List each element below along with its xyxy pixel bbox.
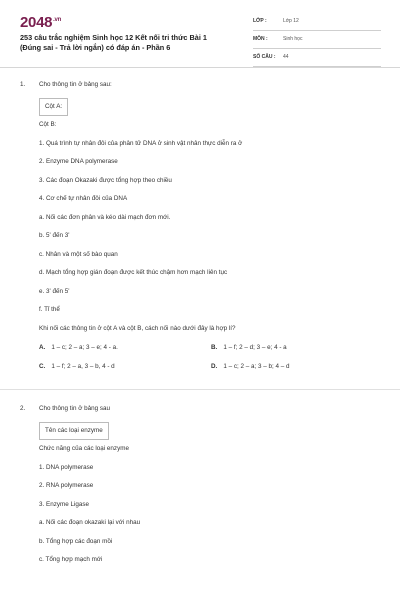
- document-header: [0, 0, 400, 68]
- question-line: b. 5' đến 3': [39, 232, 70, 239]
- meta-question-count: SỐ CÂU : 44: [253, 49, 381, 67]
- document-title: 253 câu trắc nghiệm Sinh học 12 Kết nối tri thức Bài 1 (Đúng sai - Trả lời ngắn) có đáp án - Phần 6: [20, 33, 207, 52]
- site-logo[interactable]: $2048^{.vn}$: [20, 14, 61, 31]
- question-line: c. Tổng hợp mạch mới: [39, 556, 103, 563]
- question-1: [0, 78, 400, 376]
- meta-subject: MÔN : Sinh học: [253, 31, 381, 49]
- question-line: 4. Cơ chế tự nhân đôi của DNA: [39, 195, 128, 202]
- answer-options-row-1: [0, 338, 400, 357]
- question-prompt: Khi nối các thông tin ở cột A và cột B, cách nối nào dưới đây là hợp lí?: [39, 324, 236, 332]
- question-stem: Cho thông tin ở bảng sau: [39, 405, 110, 412]
- table-header-box: Tên các loại enzyme: [39, 422, 109, 440]
- question-line: Chức năng của các loại enzyme: [39, 445, 129, 452]
- document-meta: [253, 13, 381, 67]
- question-list: [0, 78, 400, 570]
- question-line: 1. DNA polymerase: [39, 463, 94, 471]
- question-2: [0, 402, 400, 570]
- meta-class: LỚP : Lớp 12: [253, 13, 381, 31]
- question-line: c. Nhân và một số bào quan: [39, 250, 118, 258]
- question-line: Cột B:: [39, 121, 57, 128]
- question-divider: [0, 389, 400, 390]
- question-line: 3. Các đoạn Okazaki được tổng hợp theo chiều: [39, 176, 172, 184]
- answer-option-c[interactable]: C. 1 – f; 2 – a, 3 – b, 4 - d: [39, 363, 115, 370]
- question-line: a. Nối các đơn phân và kéo dài mạch đơn mới.: [39, 213, 171, 221]
- question-line: d. Mạch tổng hợp gián đoạn được kết thúc chậm hơn mạch liên tục: [39, 269, 228, 276]
- question-line: 2. RNA polymerase: [39, 482, 94, 489]
- answer-option-d[interactable]: D. 1 – c; 2 – a; 3 – b; 4 – d: [211, 363, 290, 370]
- question-line: e. 3' đến 5': [39, 287, 70, 295]
- answer-option-a[interactable]: A. 1 – c; 2 – a; 3 – e; 4 - a.: [39, 344, 118, 351]
- question-stem: Cho thông tin ở bảng sau:: [39, 81, 112, 88]
- question-line: 2. Enzyme DNA polymerase: [39, 158, 118, 165]
- question-line: 3. Enzyme Ligase: [39, 500, 90, 508]
- question-line: f. Tỉ thể: [39, 306, 60, 313]
- answer-option-b[interactable]: B. 1 – f; 2 – d; 3 – e; 4 - a: [211, 344, 287, 351]
- question-line: 1. Quá trình tự nhân đôi của phân tử DNA ở sinh vật nhân thực diễn ra ở: [39, 139, 243, 147]
- header-divider: [0, 67, 400, 68]
- question-number: 1.: [20, 81, 26, 88]
- question-line: b. Tổng hợp các đoạn mồi: [39, 537, 113, 545]
- question-number: 2.: [20, 405, 26, 412]
- question-line: a. Nối các đoạn okazaki lại với nhau: [39, 519, 141, 526]
- table-header-box: Cột A:: [39, 98, 68, 116]
- answer-options-row-2: [0, 357, 400, 376]
